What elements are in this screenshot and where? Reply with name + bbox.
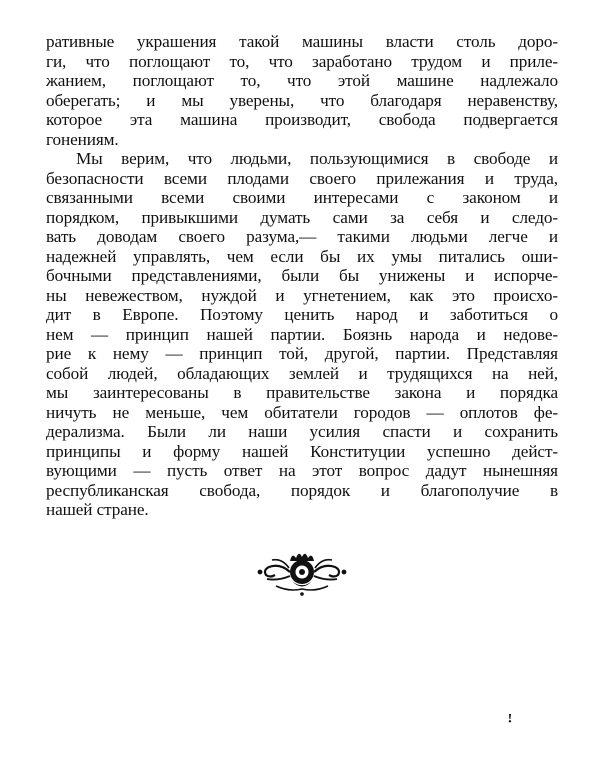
text-line: принципы и форму нашей Конституции успешно дейст- [46, 441, 558, 461]
text-line: рие к нему — принцип той, другой, партии. Представляя [46, 344, 558, 363]
text-line: нем — принцип нашей партии. Боязнь народа и недове- [46, 324, 558, 344]
body-text [46, 32, 558, 520]
text-line: вать доводам своего разума,— такими людьми легче и [46, 227, 558, 246]
text-line: дит в Европе. Поэтому ценить народ и заботиться о [46, 305, 558, 324]
floral-vignette-icon [254, 548, 350, 596]
text-line: собой людей, обладающих землей и трудящихся на ней, [46, 363, 558, 383]
text-line: безопасности всеми плодами своего прилежания и труда, [46, 168, 558, 188]
text-line: которое эта машина производит, свобода подвергается [46, 110, 558, 129]
text-line: ги, что поглощают то, что заработано трудом и приле- [46, 51, 558, 71]
text-line: жанием, поглощают то, что этой машине надлежало [46, 71, 558, 90]
text-line: мы заинтересованы в правительстве закона и порядка [46, 383, 558, 402]
text-line: ративные украшения такой машины власти столь доро- [46, 32, 558, 51]
text-line: оберегать; и мы уверены, что благодаря неравенству, [46, 90, 558, 110]
text-line: связанными всеми своими интересами с законом и [46, 188, 558, 207]
text-line: вующими — пусть ответ на этот вопрос дадут нынешняя [46, 461, 558, 480]
text-line: ничуть не меньше, чем обитатели городов — оплотов фе- [46, 402, 558, 422]
text-line: бочными представлениями, были бы унижены и испорче- [46, 266, 558, 285]
text-line: порядком, привыкшими думать сами за себя и следо- [46, 207, 558, 227]
print-speck-mark [507, 713, 513, 723]
text-line: нашей стране. [46, 500, 149, 519]
text-line: ны невежеством, нуждой и угнетением, как это происхо- [46, 285, 558, 305]
paragraph-start-line: Мы верим, что людьми, пользующимися в свободе и [76, 149, 558, 168]
text-line: дерализма. Были ли наши усилия спасти и сохранить [46, 422, 558, 441]
text-line: гонениям. [46, 129, 119, 149]
text-line: республиканская свобода, порядок и благополучие в [46, 480, 558, 500]
text-line: надежней управлять, чем если бы их умы питались оши- [46, 246, 558, 266]
